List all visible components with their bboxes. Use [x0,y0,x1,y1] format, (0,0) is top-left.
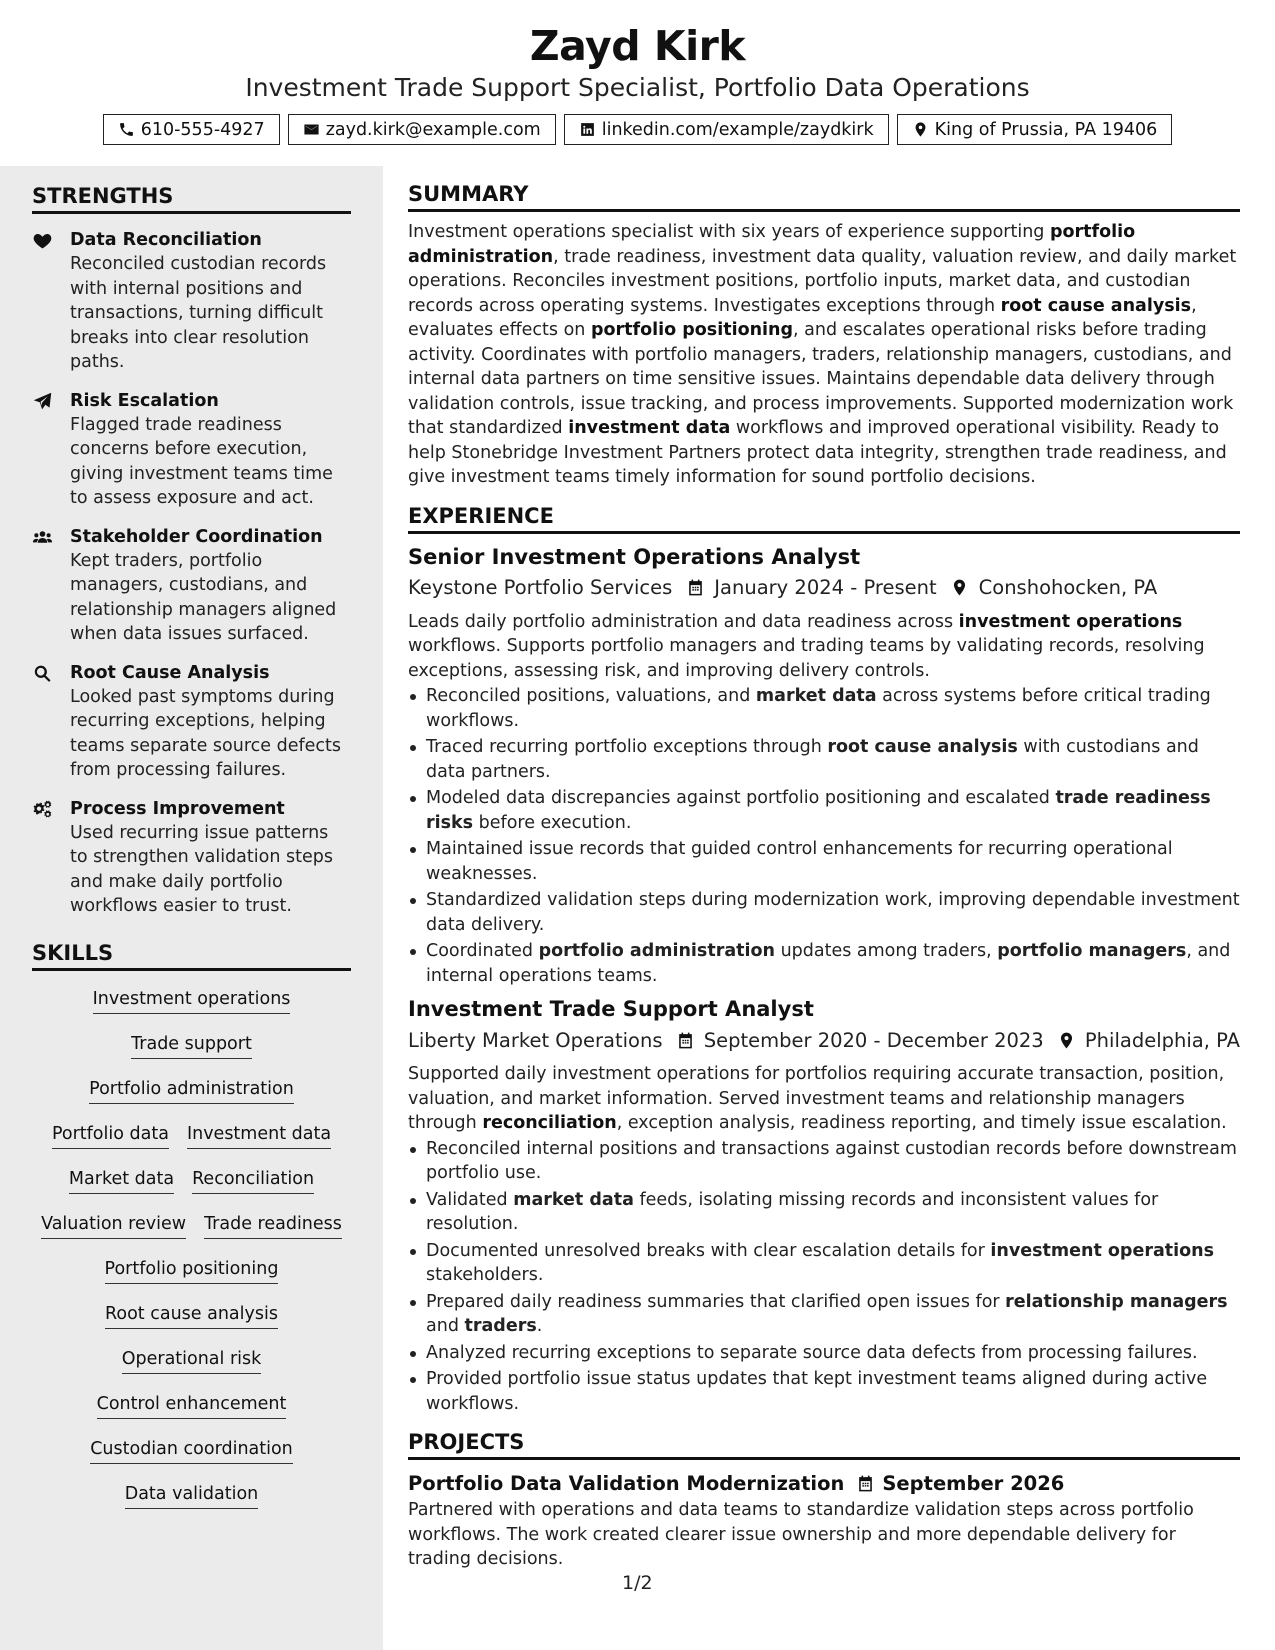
contact-linkedin[interactable] [564,114,889,145]
skill-row [90,1429,293,1474]
job-title: Senior Investment Operations Analyst [408,544,861,569]
contact-email[interactable] [288,114,556,145]
summary-heading: SUMMARY [408,182,1240,212]
main-content [408,182,1240,1586]
skill-row [41,1204,342,1249]
skill-tag: Portfolio administration [89,1079,294,1104]
skill-tag: Investment data [187,1124,331,1149]
calendar-icon [854,1472,876,1494]
bullet-item: Reconciled internal positions and transactions against custodian records before downstream portfolio use. [408,1137,1240,1186]
skill-tag: Data validation [125,1484,259,1509]
skill-tag: Trade readiness [204,1214,342,1239]
strength-title: Stakeholder Coordination [70,526,323,547]
job-location: Philadelphia, PA [1084,1028,1240,1052]
bullet-item: Prepared daily readiness summaries that clarified open issues for relationship managers and traders. [408,1290,1240,1339]
contact-phone-text: 610-555-4927 [140,119,265,140]
skill-row [97,1384,287,1429]
job-title: Investment Trade Support Analyst [408,997,814,1021]
strength-desc: Looked past symptoms during recurring exceptions, helping teams separate source defects from processing failures. [70,686,341,780]
candidate-name: Zayd Kirk [529,22,746,70]
project-entry [408,1468,1240,1572]
cogs-icon [32,797,70,919]
summary-text: Investment operations specialist with six years of experience supporting portfolio administration, trade readiness, investment data quality, valuation review, and daily market operations. Reconciles investment positions, portfolio inputs, market data, and custodian records across operating systems. Investigates exceptions through root cause analysis, evaluates effects on portfolio positioning, and escalates operational risks before trading activity. Coordinates with portfolio managers, traders, relationship managers, custodians, and internal data partners on time sensitive issues. Maintains dependable data delivery through validation controls, issue tracking, and process improvements. Supported modernization work that standardized investment data workflows and improved operational visibility. Ready to help Stonebridge Investment Partners protect data integrity, strengthen trade readiness, and give investment teams timely information for sound portfolio decisions. [408,222,1237,487]
bullet-item: Modeled data discrepancies against portfolio positioning and escalated trade readiness risks before execution. [408,786,1240,835]
skill-tag: Root cause analysis [105,1304,278,1329]
company-name: Keystone Portfolio Services [408,576,673,599]
projects-list [408,1468,1240,1572]
bullet-item: Documented unresolved breaks with clear escalation details for investment operations stakeholders. [408,1239,1240,1288]
bullet-item: Analyzed recurring exceptions to separate source data defects from processing failures. [408,1341,1240,1366]
experience-heading: EXPERIENCE [408,504,1240,534]
skill-row [125,1474,259,1519]
strength-desc: Reconciled custodian records with internal positions and transactions, turning difficult breaks into clear resolution paths. [70,254,327,372]
page-number: 1/2 [622,1572,653,1594]
job-intro: Leads daily portfolio administration and data readiness across investment operations workflows. Supports portfolio managers and trading teams by validating records, resolving exceptions, assessing risk, and improving delivery controls. [408,611,1205,681]
experience-section [408,504,1240,1417]
skill-row [131,1024,252,1069]
job-bullets [408,684,1240,988]
strength-item [32,661,351,783]
job-bullets [408,1137,1240,1417]
headline: Investment Trade Support Specialist, Portfolio Data Operations [245,73,1030,102]
heart-icon [32,228,70,375]
skill-tag: Investment operations [93,989,291,1014]
projects-section [408,1430,1240,1572]
sidebar [0,166,383,1650]
map-pin-icon [912,121,930,139]
bullet-item: Coordinated portfolio administration updates among traders, portfolio managers, and internal operations teams. [408,939,1240,988]
project-header [408,1468,1240,1498]
skill-tag: Portfolio data [52,1124,169,1149]
project-desc: Partnered with operations and data teams to standardize validation steps across portfolio workflows. The work created clearer issue ownership and more dependable delivery for trading decisions. [408,1500,1194,1569]
strength-desc: Kept traders, portfolio managers, custodians, and relationship managers aligned when data issues surfaced. [70,550,337,644]
skill-row [52,1114,331,1159]
strength-item [32,228,351,375]
skill-tag: Valuation review [41,1214,186,1239]
company-name: Liberty Market Operations [408,1028,663,1052]
skill-row [105,1249,279,1294]
strength-desc: Flagged trade readiness concerns before execution, giving investment teams time to assess exposure and act. [70,414,333,508]
resume-header [0,0,1275,166]
calendar-icon [675,1029,696,1051]
paper-plane-icon [32,389,70,511]
skill-tag: Control enhancement [97,1394,287,1419]
contact-location-text: King of Prussia, PA 19406 [934,119,1158,140]
strength-item [32,797,351,919]
job-dates: September 2020 - December 2023 [703,1028,1044,1052]
job-meta [408,574,1240,602]
strengths-heading: STRENGTHS [32,184,351,214]
jobs-list [408,542,1240,1417]
strength-title: Root Cause Analysis [70,662,270,683]
project-date: September 2026 [882,1471,1065,1495]
skill-tag: Trade support [131,1034,252,1059]
skills-heading: SKILLS [32,941,351,971]
search-icon [32,661,70,783]
strength-title: Process Improvement [70,798,285,819]
skill-tag: Operational risk [122,1349,262,1374]
skill-tag: Custodian coordination [90,1439,293,1464]
skill-row [69,1159,314,1204]
bullet-item: Provided portfolio issue status updates that kept investment teams aligned during active workflows. [408,1367,1240,1416]
job-entry [408,542,1240,989]
job-location: Conshohocken, PA [978,576,1158,599]
bullet-item: Traced recurring portfolio exceptions through root cause analysis with custodians and data partners. [408,735,1240,784]
skill-row [93,979,291,1024]
calendar-icon [684,577,706,599]
strength-title: Data Reconciliation [70,230,262,250]
job-intro: Supported daily investment operations for portfolios requiring accurate transaction, position, valuation, and market information. Served investment teams and relationship managers through reconciliation, exception analysis, readiness reporting, and timely issue escalation. [408,1064,1227,1133]
strength-title: Risk Escalation [70,390,219,411]
skill-tag: Portfolio positioning [105,1259,279,1284]
skill-tag: Market data [69,1169,174,1194]
bullet-item: Maintained issue records that guided control enhancements for recurring operational weaknesses. [408,837,1240,886]
job-entry [408,994,1240,1416]
skill-row [105,1294,278,1339]
summary-section [408,182,1240,490]
strength-desc: Used recurring issue patterns to strengthen validation steps and make daily portfolio workflows easier to trust. [70,822,333,916]
skill-row [122,1339,262,1384]
map-pin-icon [1056,1029,1077,1051]
project-name: Portfolio Data Validation Modernization [408,1471,845,1495]
skill-tag: Reconciliation [192,1169,314,1194]
phone-icon [118,121,136,139]
strength-item [32,389,351,511]
map-pin-icon [949,577,971,599]
bullet-item: Reconciled positions, valuations, and market data across systems before critical trading workflows. [408,684,1240,733]
envelope-icon [303,121,321,139]
contact-email-text: zayd.kirk@example.com [325,119,541,140]
contact-location [897,114,1173,145]
linkedin-icon [579,121,597,139]
projects-heading: PROJECTS [408,1430,1240,1460]
job-dates: January 2024 - Present [714,576,937,599]
users-icon [32,525,70,647]
bullet-item: Standardized validation steps during modernization work, improving dependable investment data delivery. [408,888,1240,937]
contact-phone[interactable] [103,114,280,145]
bullet-item: Validated market data feeds, isolating missing records and inconsistent values for resolution. [408,1188,1240,1237]
job-meta [408,1026,1240,1054]
skill-row [89,1069,294,1114]
contact-bar [0,114,1275,145]
skills-list [32,979,351,1519]
contact-linkedin-text: linkedin.com/example/zaydkirk [601,119,874,140]
strength-item [32,525,351,647]
